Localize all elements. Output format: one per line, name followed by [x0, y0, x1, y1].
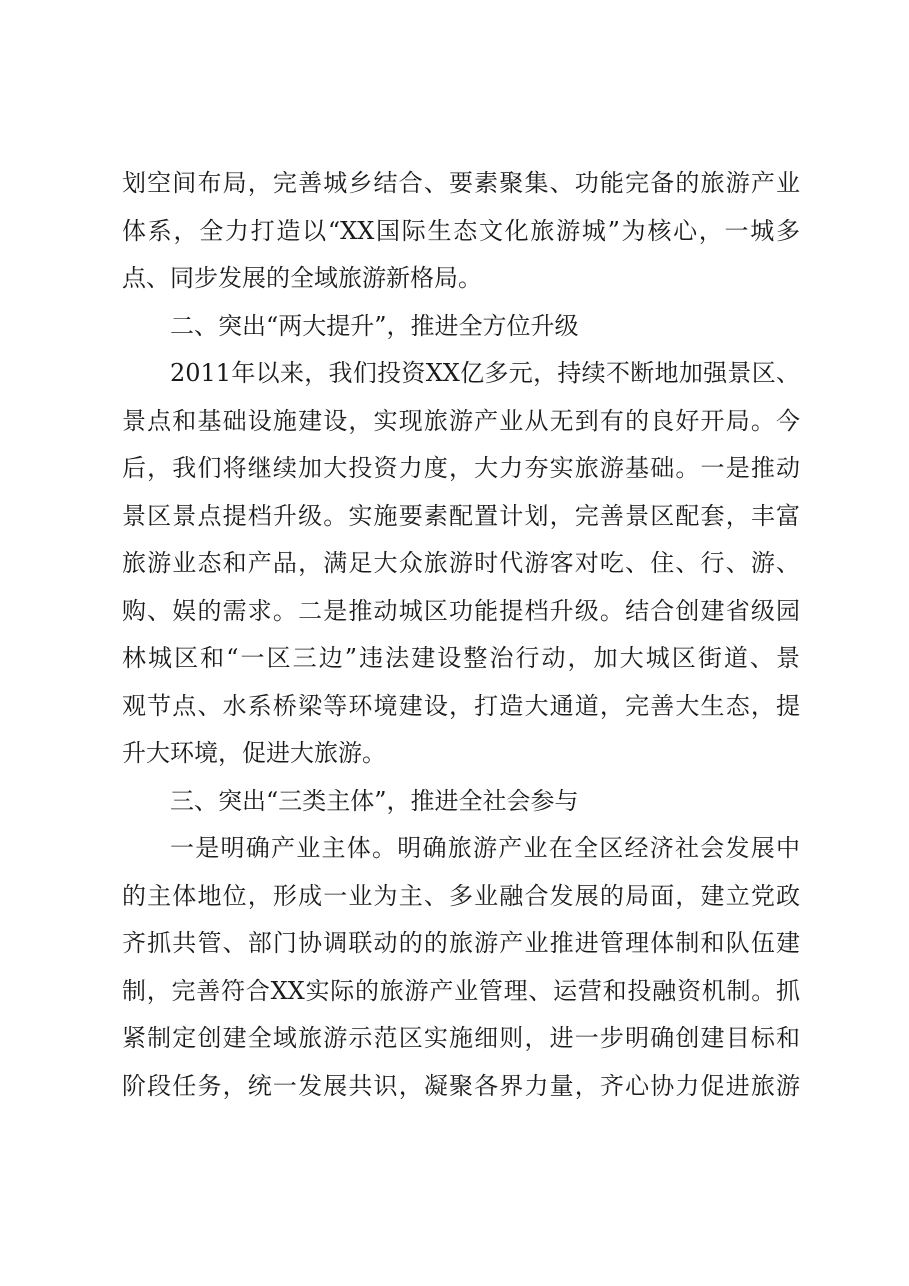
text-line: 升大环境，促进大旅游。 — [122, 739, 386, 767]
text-line: 景区景点提档升级。实施要素配置计划，完善景区配套，丰富 — [122, 501, 800, 530]
text-line: 划空间布局，完善城乡结合、要素聚集、功能完备的旅游产业 — [122, 169, 800, 197]
text-line: 林城区和“一区三边”违法建设整治行动，加大城区街道、景 — [122, 644, 800, 672]
text-line: 齐抓共管、部门协调联动的的旅游产业推进管理体制和队伍建 — [122, 929, 800, 957]
text-line: 阶段任务，统一发展共识，凝聚各界力量，齐心协力促进旅游 — [122, 1071, 800, 1100]
text-line: 购、娱的需求。二是推动城区功能提档升级。结合创建省级园 — [122, 596, 800, 625]
text-line: 制，完善符合XX实际的旅游产业管理、运营和投融资机制。抓 — [122, 976, 800, 1005]
text-line: 的主体地位，形成一业为主、多业融合发展的局面，建立党政 — [122, 881, 800, 910]
text-line: 一是明确产业主体。明确旅游产业在全区经济社会发展中 — [170, 834, 800, 862]
text-line: 体系，全力打造以“XX国际生态文化旅游城”为核心，一城多 — [122, 216, 800, 245]
text-line: 旅游业态和产品，满足大众旅游时代游客对吃、住、行、游、 — [122, 549, 800, 577]
section-heading: 二、突出“两大提升”，推进全方位升级 — [170, 311, 579, 340]
text-line: 2011年以来，我们投资XX亿多元，持续不断地加强景区、 — [170, 359, 800, 387]
text-line: 观节点、水系桥梁等环境建设，打造大通道，完善大生态，提 — [122, 691, 800, 720]
text-line: 紧制定创建全域旅游示范区实施细则，进一步明确创建目标和 — [122, 1024, 800, 1052]
section-heading: 三、突出“三类主体”，推进全社会参与 — [170, 786, 579, 815]
text-line: 后，我们将继续加大投资力度，大力夯实旅游基础。一是推动 — [122, 454, 800, 482]
document-body — [122, 160, 800, 1110]
text-line: 景点和基础设施建设，实现旅游产业从无到有的良好开局。今 — [122, 406, 800, 435]
text-line: 点、同步发展的全域旅游新格局。 — [122, 264, 482, 292]
